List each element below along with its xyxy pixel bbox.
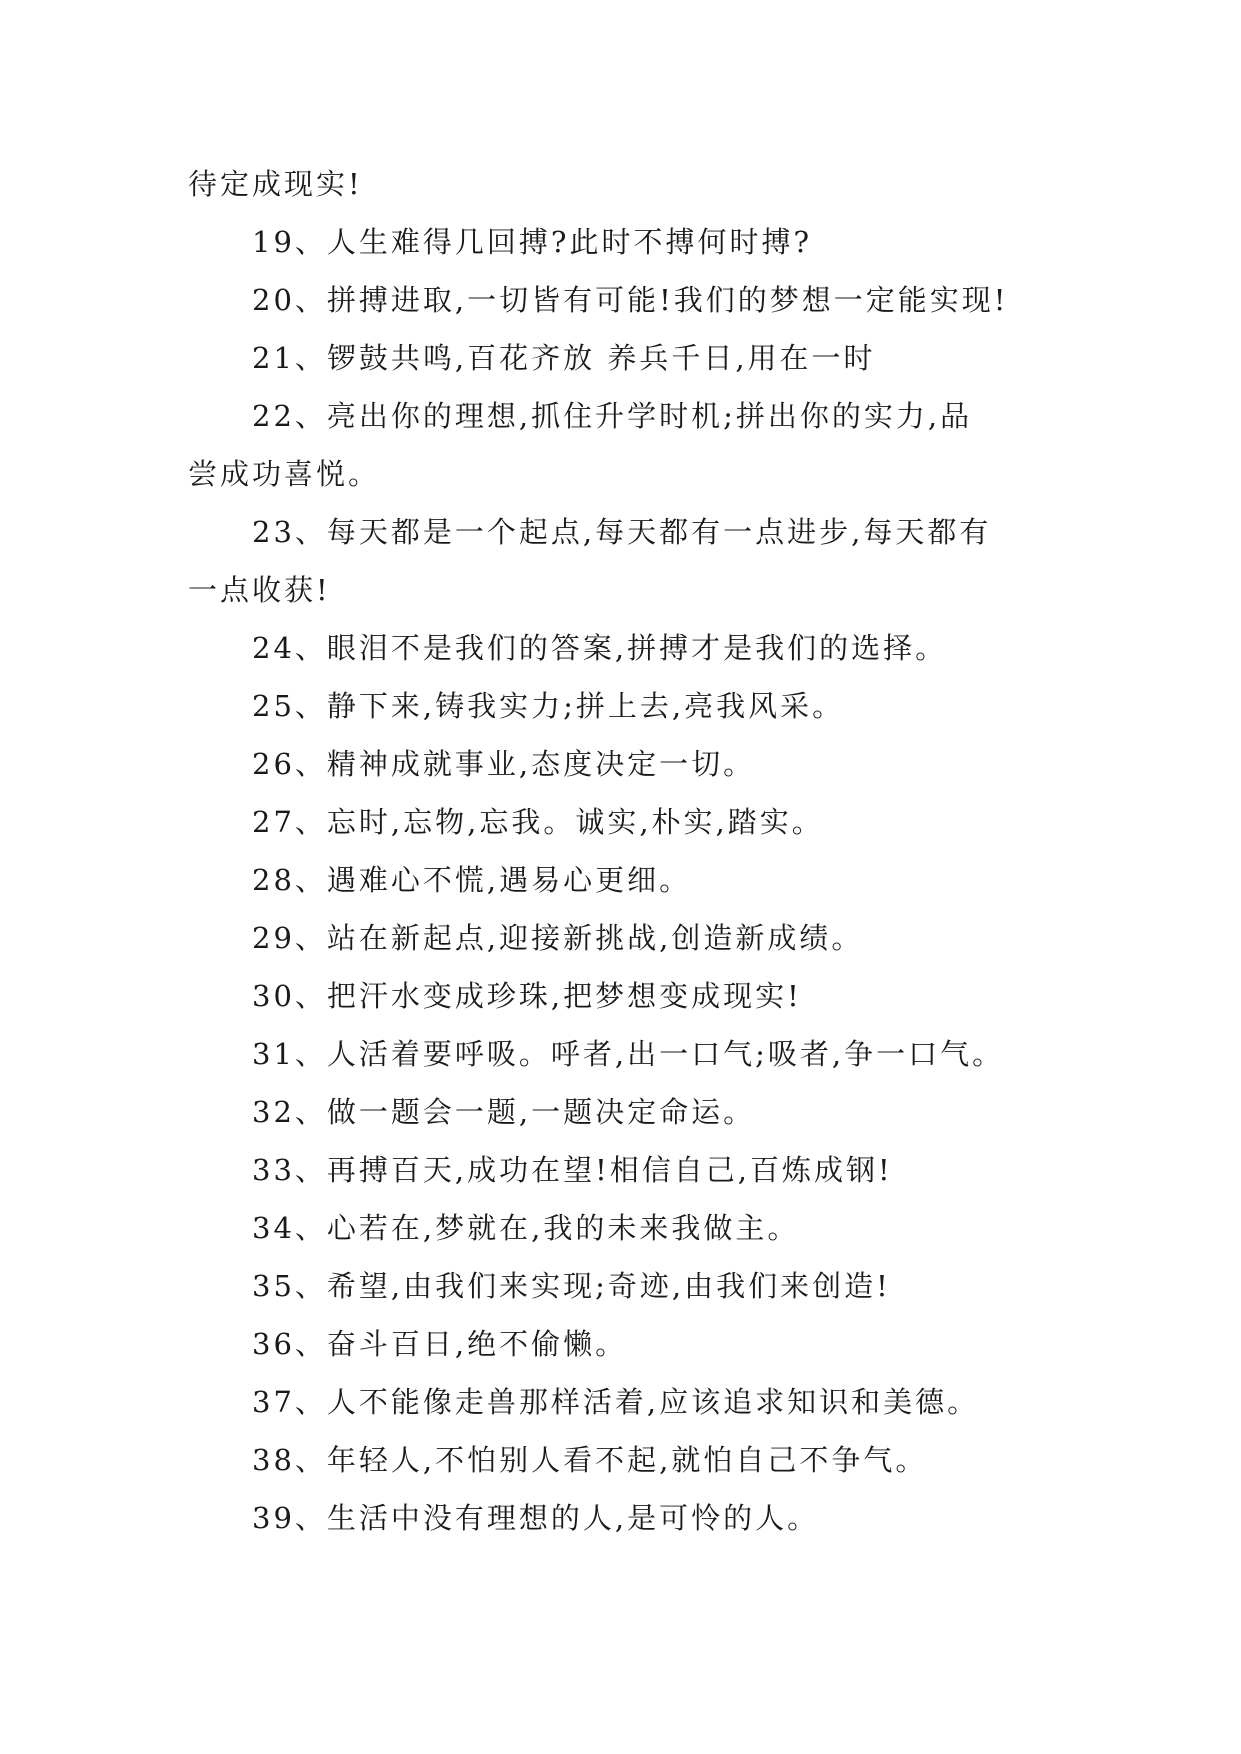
text-line: 19、人生难得几回搏?此时不搏何时搏? <box>252 225 812 259</box>
text-line: 29、站在新起点,迎接新挑战,创造新成绩。 <box>252 921 864 955</box>
text-line: 33、再搏百天,成功在望!相信自己,百炼成钢! <box>252 1153 893 1187</box>
text-line: 23、每天都是一个起点,每天都有一点进步,每天都有 <box>252 515 992 549</box>
text-line: 22、亮出你的理想,抓住升学时机;拼出你的实力,品 <box>252 399 973 433</box>
text-line: 24、眼泪不是我们的答案,拼搏才是我们的选择。 <box>252 631 948 665</box>
text-line: 25、静下来,铸我实力;拼上去,亮我风采。 <box>252 689 845 723</box>
text-line: 28、遇难心不慌,遇易心更细。 <box>252 863 692 897</box>
text-line: 一点收获! <box>188 573 331 607</box>
text-line: 37、人不能像走兽那样活着,应该追求知识和美德。 <box>252 1385 980 1419</box>
text-line: 21、锣鼓共鸣,百花齐放 养兵千日,用在一时 <box>252 341 876 375</box>
text-line: 31、人活着要呼吸。呼者,出一口气;吸者,争一口气。 <box>252 1037 1005 1071</box>
text-line: 27、忘时,忘物,忘我。诚实,朴实,踏实。 <box>252 805 824 839</box>
text-line: 26、精神成就事业,态度决定一切。 <box>252 747 756 781</box>
text-line: 20、拼搏进取,一切皆有可能!我们的梦想一定能实现! <box>252 283 1009 317</box>
text-line: 尝成功喜悦。 <box>188 457 381 491</box>
document-body <box>188 155 1068 1547</box>
text-line: 待定成现实! <box>188 167 363 201</box>
text-line: 36、奋斗百日,绝不偷懒。 <box>252 1327 628 1361</box>
text-line: 32、做一题会一题,一题决定命运。 <box>252 1095 756 1129</box>
text-line: 38、年轻人,不怕别人看不起,就怕自己不争气。 <box>252 1443 928 1477</box>
text-line: 30、把汗水变成珍珠,把梦想变成现实! <box>252 979 802 1013</box>
text-line: 39、生活中没有理想的人,是可怜的人。 <box>252 1501 820 1535</box>
text-line: 35、希望,由我们来实现;奇迹,由我们来创造! <box>252 1269 891 1303</box>
text-line: 34、心若在,梦就在,我的未来我做主。 <box>252 1211 800 1245</box>
